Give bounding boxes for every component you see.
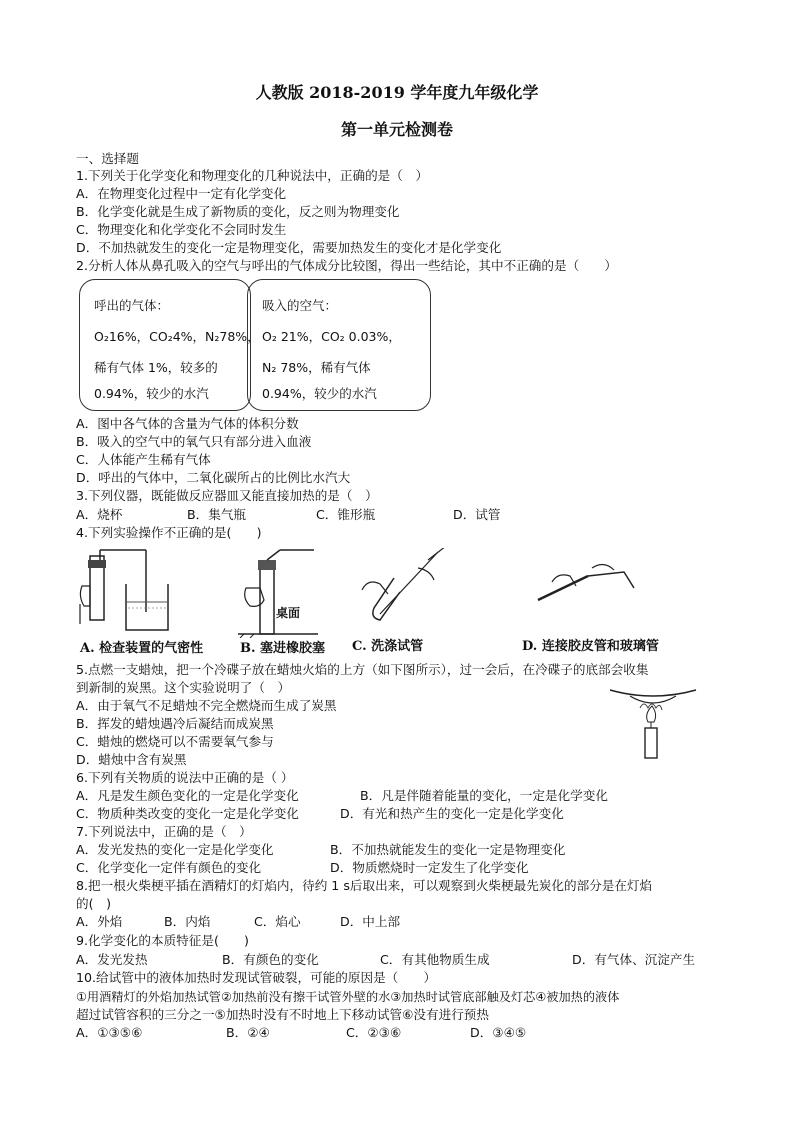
q6-option-a: A．凡是发生颜色变化的一定是化学变化 bbox=[76, 788, 299, 803]
q7-stem: 7.下列说法中，正确的是（ ） bbox=[76, 824, 252, 839]
q10-stem: 10.给试管中的液体加热时发现试管破裂，可能的原因是（ ） bbox=[76, 970, 437, 985]
q10-option-a: A．①③⑤⑥ bbox=[76, 1025, 143, 1040]
q9-option-b: B．有颜色的变化 bbox=[222, 952, 319, 967]
q8-option-b: B．内焰 bbox=[164, 914, 211, 929]
q7-option-c: C．化学变化一定伴有颜色的变化 bbox=[76, 860, 262, 875]
q2-option-a: A．图中各气体的含量为气体的体积分数 bbox=[76, 416, 299, 431]
inhaled-line-2: O₂ 21%，CO₂ 0.03%， bbox=[262, 329, 401, 344]
q3-option-b: B．集气瓶 bbox=[187, 507, 247, 522]
q5-stem-line1: 5.点燃一支蜡烛，把一个冷碟子放在蜡烛火焰的上方（如下图所示），过一会后，在冷碟子的底部会收集 bbox=[76, 662, 649, 677]
q8-option-d: D．中上部 bbox=[340, 914, 401, 929]
q6-option-d: D．有光和热产生的变化一定是化学变化 bbox=[340, 806, 564, 821]
inhaled-air-box bbox=[247, 279, 431, 411]
q4-caption-d: D. 连接胶皮管和玻璃管 bbox=[522, 639, 659, 654]
q3-stem: 3.下列仪器，既能做反应器皿又能直接加热的是（ ） bbox=[76, 488, 378, 503]
candle-plate-figure bbox=[608, 688, 698, 760]
inhaled-line-3: N₂ 78%，稀有气体 bbox=[262, 360, 371, 375]
q7-option-d: D．物质燃烧时一定发生了化学变化 bbox=[330, 860, 529, 875]
q9-option-d: D．有气体、沉淀产生 bbox=[572, 952, 696, 967]
exhaled-gas-box bbox=[79, 279, 260, 411]
wash-tube-figure bbox=[358, 548, 450, 638]
q5-option-a: A．由于氧气不足蜡烛不完全燃烧而生成了炭黑 bbox=[76, 698, 337, 713]
exhaled-line-2: O₂16%，CO₂4%，N₂78%， bbox=[94, 329, 260, 344]
paper-subtitle: 第一单元检测卷 bbox=[340, 120, 453, 139]
q4-stem: 4.下列实验操作不正确的是( ) bbox=[76, 525, 262, 540]
q2-option-c: C．人体能产生稀有气体 bbox=[76, 452, 211, 467]
q8-option-c: C．焰心 bbox=[254, 914, 301, 929]
q6-option-b: B．凡是伴随着能量的变化，一定是化学变化 bbox=[360, 788, 608, 803]
q8-stem-line2: 的( ) bbox=[76, 896, 112, 911]
q8-stem-line1: 8.把一根火柴梗平插在酒精灯的灯焰内，待约 1 s后取出来，可以观察到火柴梗最先炭化的部分是在灯焰 bbox=[76, 878, 653, 893]
q7-option-a: A．发光发热的变化一定是化学变化 bbox=[76, 842, 274, 857]
q10-option-b: B．②④ bbox=[226, 1025, 270, 1040]
exhaled-line-4: 0.94%，较少的水汽 bbox=[94, 386, 209, 401]
q10-choices-line1: ①用酒精灯的外焰加热试管②加热前没有擦干试管外壁的水③加热时试管底部触及灯芯④被加热的液体 bbox=[76, 990, 620, 1004]
connect-tube-figure bbox=[528, 558, 638, 618]
airtightness-check-figure bbox=[76, 546, 176, 636]
q3-option-a: A．烧杯 bbox=[76, 507, 123, 522]
q5-option-c: C．蜡烛的燃烧可以不需要氧气参与 bbox=[76, 734, 274, 749]
q2-option-d: D．呼出的气体中，二氧化碳所占的比例比水汽大 bbox=[76, 470, 351, 485]
q4-caption-a: A. 检查装置的气密性 bbox=[80, 641, 204, 656]
exhaled-line-3: 稀有气体 1%，较多的 bbox=[94, 360, 218, 375]
q2-option-b: B．吸入的空气中的氧气只有部分进入血液 bbox=[76, 434, 312, 449]
q1-option-c: C．物理变化和化学变化不会同时发生 bbox=[76, 222, 287, 237]
inhaled-line-4: 0.94%，较少的水汽 bbox=[262, 386, 377, 401]
q9-option-a: A．发光发热 bbox=[76, 952, 148, 967]
inhaled-line-1: 吸入的空气： bbox=[262, 298, 338, 313]
q10-option-d: D．③④⑤ bbox=[470, 1025, 527, 1040]
q8-option-a: A．外焰 bbox=[76, 914, 123, 929]
q7-option-b: B．不加热就能发生的变化一定是物理变化 bbox=[330, 842, 566, 857]
paper-title: 人教版 2018-2019 学年度九年级化学 bbox=[255, 83, 539, 102]
q9-stem: 9.化学变化的本质特征是( ) bbox=[76, 933, 249, 948]
q5-stem-line2: 到新制的炭黑。这个实验说明了（ ） bbox=[76, 680, 291, 695]
q9-option-c: C．有其他物质生成 bbox=[380, 952, 490, 967]
q2-stem: 2.分析人体从鼻孔吸入的空气与呼出的气体成分比较图，得出一些结论，其中不正确的是（ ） bbox=[76, 258, 617, 273]
q5-option-d: D．蜡烛中含有炭黑 bbox=[76, 752, 187, 767]
q10-choices-line2: 超过试管容积的三分之一⑤加热时没有不时地上下移动试管⑥没有进行预热 bbox=[76, 1007, 489, 1022]
exhaled-line-1: 呼出的气体： bbox=[94, 298, 170, 313]
q10-option-c: C．②③⑥ bbox=[346, 1025, 402, 1040]
q4-caption-b: B. 塞进橡胶塞 bbox=[240, 641, 326, 656]
q1-option-b: B．化学变化就是生成了新物质的变化，反之则为物理变化 bbox=[76, 204, 400, 219]
q6-stem: 6.下列有关物质的说法中正确的是（ ） bbox=[76, 770, 294, 785]
q1-option-d: D．不加热就发生的变化一定是物理变化，需要加热发生的变化才是化学变化 bbox=[76, 240, 502, 255]
q3-option-d: D．试管 bbox=[453, 507, 501, 522]
q3-option-c: C．锥形瓶 bbox=[316, 507, 376, 522]
q1-stem: 1.下列关于化学变化和物理变化的几种说法中，正确的是（ ） bbox=[76, 168, 429, 183]
insert-stopper-figure bbox=[238, 548, 318, 638]
q4-caption-c: C. 洗涤试管 bbox=[352, 639, 424, 654]
q1-option-a: A．在物理变化过程中一定有化学变化 bbox=[76, 186, 287, 201]
desk-label: 桌面 bbox=[276, 606, 301, 620]
q5-option-b: B．挥发的蜡烛遇冷后凝结而成炭黑 bbox=[76, 716, 274, 731]
section-heading: 一、选择题 bbox=[76, 151, 139, 166]
q6-option-c: C．物质种类改变的变化一定是化学变化 bbox=[76, 806, 299, 821]
